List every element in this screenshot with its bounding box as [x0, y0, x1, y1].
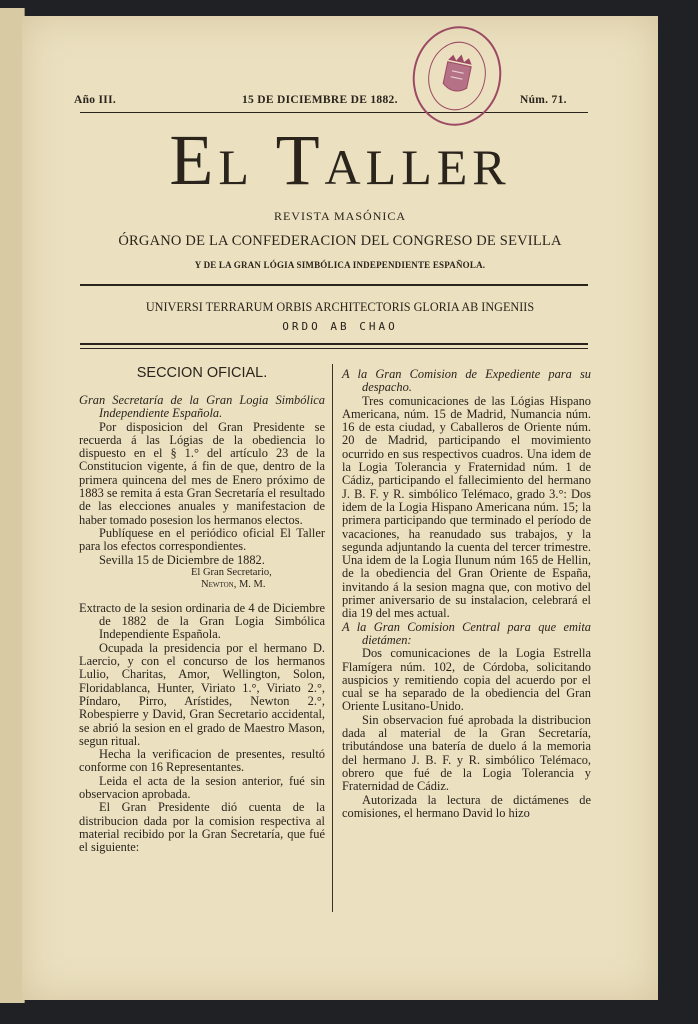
masthead-rule: [80, 112, 588, 113]
organ-line: ÓRGANO DE LA CONFEDERACION DEL CONGRESO DE SEVILLA: [118, 233, 562, 249]
section-title: SECCION OFICIAL.: [136, 365, 268, 381]
issue-number: Núm. 71.: [520, 94, 567, 106]
right-paragraph-1: Tres comunicaciones de las Lógias Hispano Americana, núm. 15 de Madrid, Numancia núm. 16 de esta ciudad, y Caballeros de Oriente núm. 20 de Madrid, participando el movimiento ocurrido en sus respectivos cuadros. Una idem de la Logia Tolerancia y Fraternidad núm. 1 de Cádiz, participando el fallecimiento del hermano J. B. F. y R. simbólico Telémaco, grado 3.°: Dos idem de la Logia Hispano Americana núm. 15; la primera participando que terminado el período de vacaciones, ha reanudado sus trabajos, y la segunda adjuntando la cuenta del tercer trimestre. Una idem de la Logia Ilunum núm 165 de Hellin, de la obediencia del Gran Oriente de España, invitando á la sesion magna que, con motivo del primer aniversario de su instalacion, celebrará el dia 19 del mes actual.: [342, 393, 591, 621]
left-paragraph-3: Publíquese en el periódico oficial El Taller para los efectos correspondientes.: [79, 525, 325, 554]
right-heading-2: A la Gran Comision Central para que emita dietámen:: [342, 619, 591, 647]
left-paragraph-1: Gran Secretaría de la Gran Logia Simbólica Independiente Española.: [79, 393, 325, 421]
subtitle: REVISTA MASÓNICA: [273, 209, 407, 223]
signature-name: Newton, M. M.: [201, 578, 266, 590]
left-column: [79, 365, 325, 855]
header-rule-bottom-2: [80, 348, 588, 349]
signature-title: El Gran Secretario,: [191, 566, 272, 578]
right-heading-1: A la Gran Comision de Expediente para su despacho.: [342, 367, 591, 395]
right-column: [342, 368, 591, 820]
column-divider: [332, 364, 333, 912]
motto: UNIVERSI TERRARUM ORBIS ARCHITECTORIS GLORIA AB INGENIIS: [145, 300, 535, 314]
newspaper-title: El Taller: [169, 120, 511, 200]
motto-2: ORDO AB CHAO: [282, 320, 398, 333]
left-paragraph-2: Por disposicion del Gran Presidente se recuerda á las Lógias de la obediencia lo dispuesto en el § 1.° del artículo 23 de la Constitucion vigente, á fin de que, dentro de la primera quincena del mes de Enero próximo de 1883 se remita á esta Gran Secretaría el resultado de las elecciones anuales y manifestacion de haber tomado posesion los hermanos electos.: [79, 419, 325, 527]
right-paragraph-4: Autorizada la lectura de dictámenes de comisiones, el hermano David lo hizo: [342, 792, 591, 820]
left-paragraph-4: Sevilla 15 de Diciembre de 1882.: [99, 552, 265, 567]
right-paragraph-2: Dos comunicaciones de la Logia Estrella Flamígera núm. 102, de Córdoba, solicitando auspicios y remitiendo copia del acuerdo por el cual se ha separado de la obediencia del Gran Oriente Lusitano-Unido.: [342, 646, 591, 714]
header-rule-bottom-1: [80, 343, 588, 345]
issue-year: Año III.: [74, 94, 117, 106]
right-paragraph-3: Sin observacion fué aprobada la distribucion dada al material de la Gran Secretaría, tributándose una batería de duelo á la memoria del hermano J. B. F. y R. simbólico Telémaco, obrero que fué de la Logia Tolerancia y Fraternidad de Cádiz.: [342, 712, 591, 794]
left-paragraph-5: Extracto de la sesion ordinaria de 4 de Diciembre de 1882 de la Gran Logia Simbólica Independiente Española.: [79, 600, 325, 642]
left-paragraph-9: El Gran Presidente dió cuenta de la distribucion dada por la comision respectiva al material recibido por la Gran Secretaría, que fué el siguiente:: [79, 800, 325, 855]
left-paragraph-8: Leida el acta de la sesion anterior, fué sin observacion aprobada.: [79, 773, 325, 802]
left-paragraph-7: Hecha la verificacion de presentes, resultó conforme con 16 Representantes.: [79, 747, 325, 775]
issue-date: 15 DE DICIEMBRE DE 1882.: [242, 94, 398, 106]
left-paragraph-6: Ocupada la presidencia por el hermano D. Laercio, y con el concurso de los hermanos Lulio, Charitas, Amor, Wellington, Solon, Floridablanca, Hunter, Viriato 1.°, Viriato 2.°, Píndaro, Pirro, Arístides, Newton 2.°, Robespierre y David, Gran Secretario accidental, se abrió la sesion en el grado de Maestro Mason, segun ritual.: [79, 640, 325, 748]
organ-line-2: Y DE LA GRAN LÓGIA SIMBÓLICA INDEPENDIENTE ESPAÑOLA.: [194, 260, 486, 270]
header-rule-top: [80, 284, 588, 286]
